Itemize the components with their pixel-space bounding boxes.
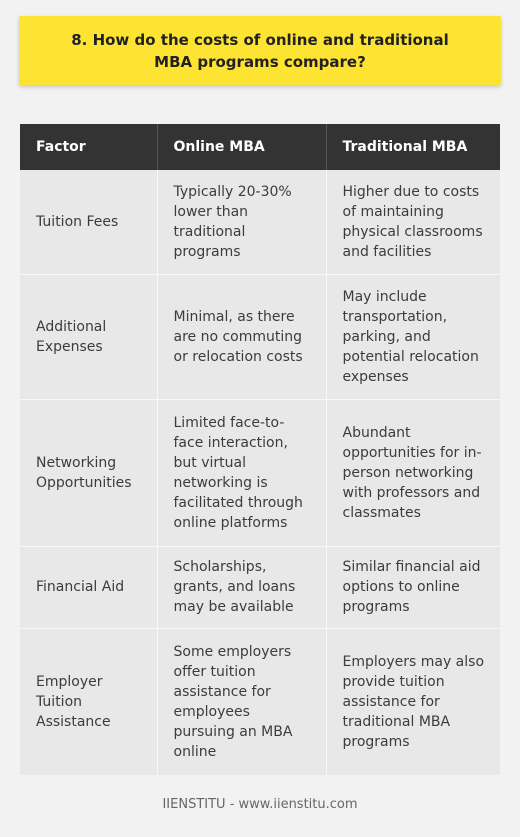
cell-online: Limited face-to-face interaction, but virtual networking is facilitated through online platforms bbox=[157, 399, 326, 546]
title-banner bbox=[19, 16, 501, 85]
cell-traditional: Employers may also provide tuition assistance for traditional MBA programs bbox=[326, 628, 500, 775]
comparison-table bbox=[20, 124, 500, 775]
header-online-mba: Online MBA bbox=[157, 124, 326, 170]
table-row bbox=[20, 170, 500, 274]
cell-factor: Financial Aid bbox=[20, 546, 157, 628]
cell-traditional: Abundant opportunities for in-person networking with professors and classmates bbox=[326, 399, 500, 546]
cell-traditional: Similar financial aid options to online programs bbox=[326, 546, 500, 628]
cell-online: Some employers offer tuition assistance for employees pursuing an MBA online bbox=[157, 628, 326, 775]
table-row bbox=[20, 546, 500, 628]
table-row bbox=[20, 628, 500, 775]
cell-traditional: May include transportation, parking, and potential relocation expenses bbox=[326, 274, 500, 399]
footer-credit: IIENSTITU - www.iienstitu.com bbox=[162, 797, 358, 812]
page-title: 8. How do the costs of online and traditional MBA programs compare? bbox=[71, 30, 449, 71]
header-factor: Factor bbox=[20, 124, 157, 170]
table-header-row bbox=[20, 124, 500, 170]
table-row bbox=[20, 399, 500, 546]
table-row bbox=[20, 274, 500, 399]
cell-factor: Tuition Fees bbox=[20, 170, 157, 274]
cell-online: Typically 20-30% lower than traditional programs bbox=[157, 170, 326, 274]
header-traditional-mba: Traditional MBA bbox=[326, 124, 500, 170]
cell-online: Scholarships, grants, and loans may be available bbox=[157, 546, 326, 628]
cell-factor: Additional Expenses bbox=[20, 274, 157, 399]
cell-traditional: Higher due to costs of maintaining physical classrooms and facilities bbox=[326, 170, 500, 274]
cell-online: Minimal, as there are no commuting or relocation costs bbox=[157, 274, 326, 399]
cell-factor: Networking Opportunities bbox=[20, 399, 157, 546]
cell-factor: Employer Tuition Assistance bbox=[20, 628, 157, 775]
